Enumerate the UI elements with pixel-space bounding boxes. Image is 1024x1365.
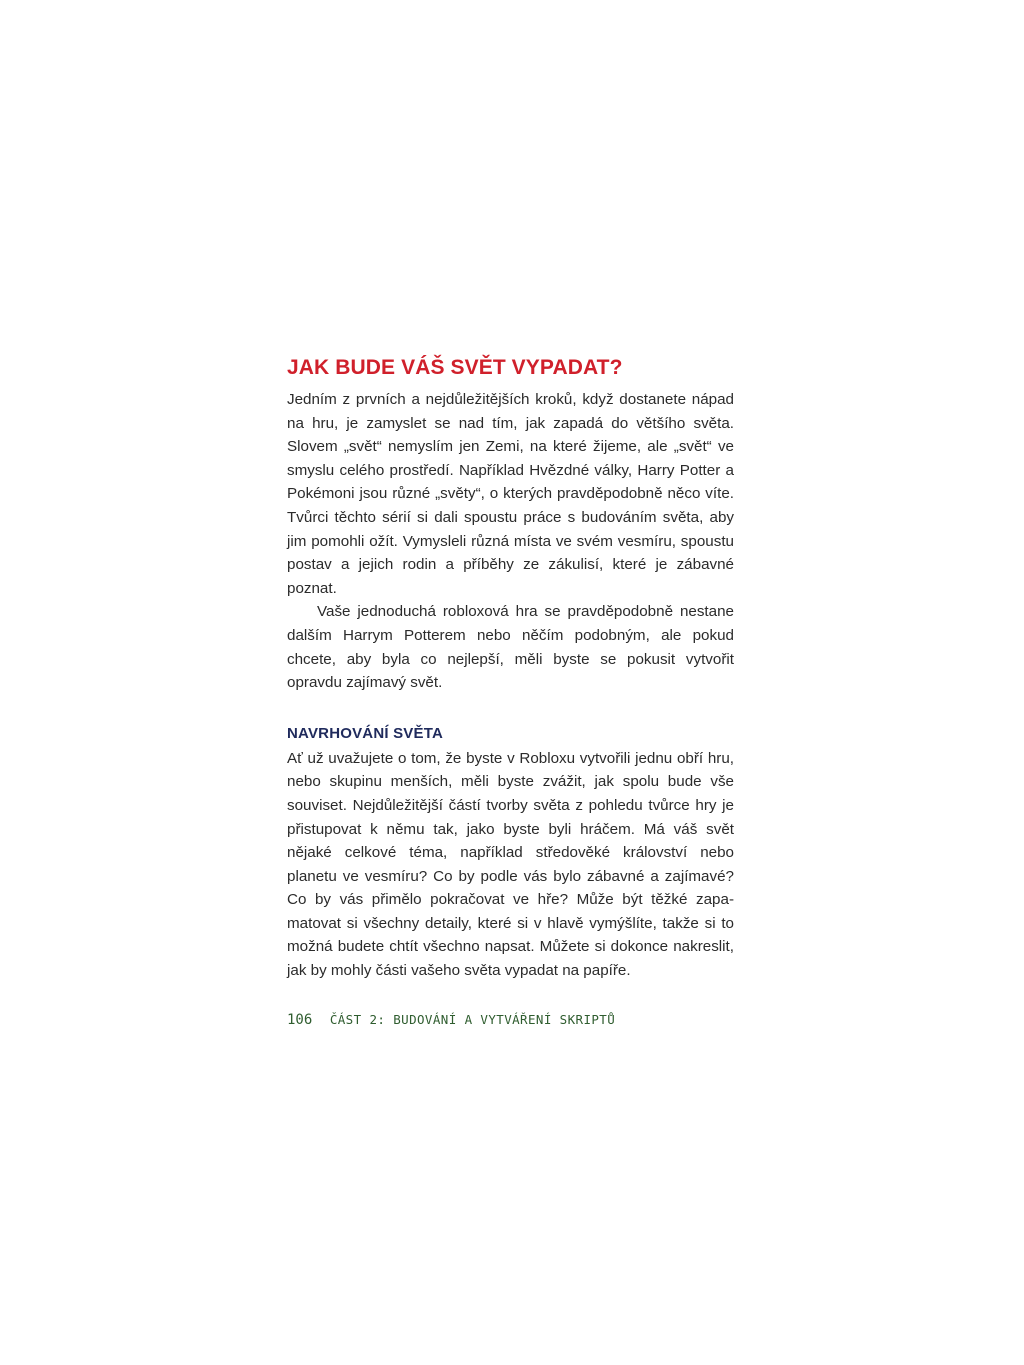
body-paragraph-2: Vaše jednoduchá robloxová hra se pravděpodobně nestane dalším Harrym Potterem nebo něčím podobným, ale pokud chcete, aby byla co nejlepší, měli byste se pokusit vytvořit opravdu zajímavý svět. bbox=[287, 603, 734, 692]
page-number: 106 bbox=[287, 1012, 313, 1028]
running-title: ČÁST 2: BUDOVÁNÍ A VYTVÁŘENÍ SKRIPTŮ bbox=[329, 1012, 616, 1027]
subsection-heading: NAVRHOVÁNÍ SVĚTA bbox=[287, 724, 443, 742]
subsection-paragraph: Ať už uvažujete o tom, že byste v Robloxu vytvořili jednu obří hru, nebo skupinu menších, měli byste zvážit, jak spolu bude vše souviset. Nejdůležitější částí tvorby světa z pohledu tvůrce hry je přistupovat k němu tak, jako byste byli hráčem. Má váš svět nějaké celkové téma, například středověké království nebo planetu ve vesmíru? Co by podle vás bylo zábavné a zajímavé? Co by vás přimělo pokračovat ve hře? Může být těžké zapamatovat si všechny detaily, které si v hlavě vymýšlíte, takže si to možná budete chtít všechno napsat. Můžete si dokonce nakreslit, jak by mohly části vašeho světa vypadat na papíře. bbox=[287, 749, 734, 980]
section-heading: JAK BUDE VÁŠ SVĚT VYPADAT? bbox=[287, 356, 623, 379]
body-paragraph-1: Jedním z prvních a nejdůležitějších kroků, když dostanete nápad na hru, je zamyslet se nad tím, jak zapadá do většího světa. Slovem „svět“ nemyslím jen Zemi, na které žijeme, ale „svět“ ve smyslu celého prostředí. Například Hvězdné války, Harry Potter a Pokémoni jsou různé „světy“, o kterých pravděpodobně něco víte. Tvůrci těchto sérií si dali spoustu práce s budováním světa, aby jim pomohli ožít. Vymysleli různá místa ve svém vesmíru, spoustu postav a jejich rodin a příběhy ze zákulisí, které je zábavné poznat. bbox=[287, 391, 734, 597]
page-footer bbox=[287, 1011, 615, 1029]
page-content bbox=[287, 354, 734, 983]
